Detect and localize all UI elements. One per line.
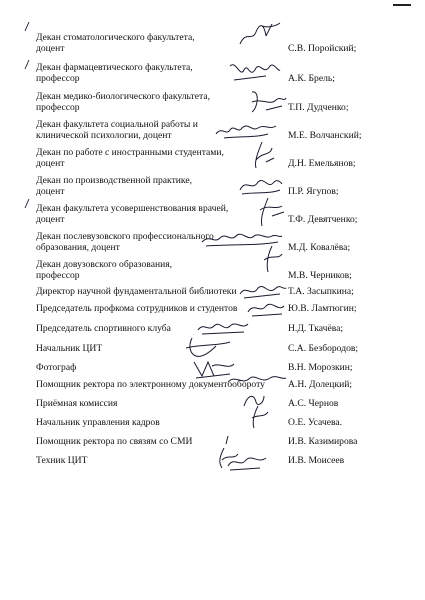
signatory-name: П.Р. Ягупов;	[288, 186, 339, 197]
signature	[224, 450, 268, 472]
signatory-name: Д.Н. Емельянов;	[288, 158, 356, 169]
signature	[236, 172, 284, 198]
signature	[236, 20, 284, 50]
signatory-name: М.В. Черников;	[288, 270, 352, 281]
position-title: Начальник ЦИТ	[36, 343, 103, 354]
position-title: Помощник ректора по связям со СМИ	[36, 436, 193, 447]
position-title: Декан послевузовского профессионального образования, доцент	[36, 231, 214, 253]
tick-mark	[24, 22, 30, 32]
signatory-name: О.Е. Усачева.	[288, 417, 343, 428]
position-title: Директор научной фундаментальной библиотеки	[36, 286, 237, 297]
position-title: Начальник управления кадров	[36, 417, 160, 428]
signature	[252, 196, 288, 228]
signatory-name: Н.Д. Ткачёва;	[288, 323, 344, 334]
signatory-name: Т.Ф. Девятченко;	[288, 214, 358, 225]
signatory-name: В.Н. Морозкин;	[288, 362, 353, 373]
position-title: Декан довузовского образования, профессор	[36, 259, 173, 281]
signatory-name: А.С. Чернов	[288, 398, 339, 409]
signature	[226, 56, 282, 86]
signatory-name: И.В. Казимирова	[288, 436, 358, 447]
position-title: Техник ЦИТ	[36, 455, 88, 466]
signature	[258, 244, 286, 274]
position-title: Декан факультета социальной работы и клинической психологии, доцент	[36, 119, 198, 141]
signature	[246, 88, 290, 116]
signatory-name: И.В. Моисеев	[288, 455, 345, 466]
position-title: Декан стоматологического факультета, доцент	[36, 32, 195, 54]
signature	[244, 296, 288, 320]
position-title: Приёмная комиссия	[36, 398, 118, 409]
tick-mark	[24, 60, 30, 70]
signatory-name: М.Е. Волчанский;	[288, 130, 362, 141]
position-title: Декан фармацевтического факультета, профессор	[36, 62, 193, 84]
signatory-name: М.Д. Ковалёва;	[288, 242, 351, 253]
tick-mark	[24, 199, 30, 209]
position-title: Декан факультета усовершенствования врачей, доцент	[36, 203, 229, 225]
position-title: Декан по работе с иностранными студентами, доцент	[36, 147, 224, 169]
position-title: Декан медико-биологического факультета, профессор	[36, 91, 210, 113]
signature	[226, 370, 288, 390]
signatory-name: С.А. Безбородов;	[288, 343, 359, 354]
signatory-name: С.В. Поройский;	[288, 43, 357, 54]
signatory-name: Ю.В. Ламтюгин;	[288, 303, 357, 314]
signatory-name: А.Н. Долецкий;	[288, 379, 353, 390]
corner-mark	[393, 4, 411, 6]
signature	[248, 140, 278, 170]
position-title: Фотограф	[36, 362, 77, 373]
signatory-name: Т.А. Засыпкина;	[288, 286, 354, 297]
signatory-name: Т.П. Дудченко;	[288, 102, 349, 113]
position-title: Декан по производственной практике, доцент	[36, 175, 192, 197]
position-title: Помощник ректора по электронному документообороту	[36, 379, 265, 390]
position-title: Председатель спортивного клуба	[36, 323, 171, 334]
signature	[246, 404, 272, 430]
position-title: Председатель профкома сотрудников и студентов	[36, 303, 238, 314]
signatory-name: А.К. Брель;	[288, 73, 335, 84]
